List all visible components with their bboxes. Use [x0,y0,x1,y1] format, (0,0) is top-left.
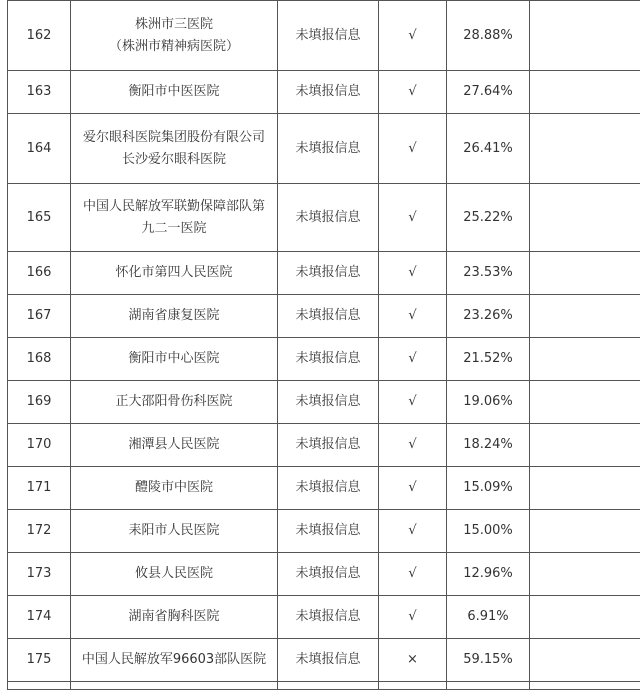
mark-cell: √ [379,553,447,596]
hospital-name-line: 耒阳市人民医院 [77,520,271,542]
hospital-name-line: 湖南省胸科医院 [77,606,271,628]
hospital-name-line: 怀化市第四人民医院 [77,262,271,284]
row-number-cell: 172 [8,510,71,553]
empty-cell [530,338,640,381]
empty-cell [530,1,640,71]
hospital-name-cell [71,1,278,71]
mark-cell: √ [379,295,447,338]
rate-cell: 23.26% [447,295,530,338]
hospital-name-line: 爱尔眼科医院集团股份有限公司 [77,127,271,149]
hospital-name-cell [71,553,278,596]
report-status-cell: 未填报信息 [278,1,379,71]
empty-cell [530,596,640,639]
report-status-cell: 未填报信息 [278,71,379,114]
hospital-name-cell [71,114,278,184]
row-number-cell: 167 [8,295,71,338]
empty-cell [530,114,640,184]
hospital-name-line: 醴陵市中医院 [77,477,271,499]
mark-cell: √ [379,381,447,424]
hospital-name-cell [71,295,278,338]
empty-cell [530,553,640,596]
empty-cell [71,682,278,690]
empty-cell [530,510,640,553]
hospital-name-cell [71,510,278,553]
rate-cell: 12.96% [447,553,530,596]
table-row [8,553,640,596]
hospital-name-line: 湖南省康复医院 [77,305,271,327]
rate-cell: 27.64% [447,71,530,114]
table-row [8,510,640,553]
mark-cell: √ [379,510,447,553]
mark-cell: √ [379,184,447,252]
report-status-cell: 未填报信息 [278,424,379,467]
hospital-name-line: 中国人民解放军96603部队医院 [77,649,271,671]
table-row [8,338,640,381]
table-row [8,596,640,639]
report-status-cell: 未填报信息 [278,381,379,424]
hospital-name-line: 长沙爱尔眼科医院 [77,149,271,171]
row-number-cell: 163 [8,71,71,114]
empty-cell [530,184,640,252]
report-status-cell: 未填报信息 [278,184,379,252]
hospital-name-line: 正大邵阳骨伤科医院 [77,391,271,413]
hospital-name-line: 株洲市三医院 [77,14,271,36]
hospital-table [7,0,640,690]
row-number-cell: 175 [8,639,71,682]
rate-cell: 19.06% [447,381,530,424]
hospital-name-line: 中国人民解放军联勤保障部队第 [77,196,271,218]
report-status-cell: 未填报信息 [278,510,379,553]
empty-cell [530,682,640,690]
empty-cell [530,295,640,338]
hospital-name-cell [71,71,278,114]
table-row [8,467,640,510]
report-status-cell: 未填报信息 [278,553,379,596]
hospital-name-cell [71,424,278,467]
table-body [8,1,640,690]
mark-cell: √ [379,338,447,381]
mark-cell: √ [379,71,447,114]
row-number-cell: 170 [8,424,71,467]
empty-cell [530,381,640,424]
rate-cell: 59.15% [447,639,530,682]
report-status-cell: 未填报信息 [278,467,379,510]
row-number-cell: 168 [8,338,71,381]
empty-cell [278,682,379,690]
table-row [8,639,640,682]
report-status-cell: 未填报信息 [278,252,379,295]
rate-cell: 21.52% [447,338,530,381]
report-status-cell: 未填报信息 [278,338,379,381]
mark-cell: √ [379,252,447,295]
row-number-cell: 165 [8,184,71,252]
report-status-cell: 未填报信息 [278,596,379,639]
hospital-name-cell [71,381,278,424]
hospital-name-cell [71,596,278,639]
report-status-cell: 未填报信息 [278,114,379,184]
empty-cell [530,424,640,467]
hospital-name-line: 攸县人民医院 [77,563,271,585]
table-row [8,252,640,295]
rate-cell: 15.00% [447,510,530,553]
row-number-cell: 166 [8,252,71,295]
row-number-cell: 164 [8,114,71,184]
table-row [8,682,640,690]
hospital-name-cell [71,252,278,295]
rate-cell: 23.53% [447,252,530,295]
hospital-name-line: 衡阳市中心医院 [77,348,271,370]
mark-cell: √ [379,596,447,639]
mark-cell: × [379,639,447,682]
empty-cell [447,682,530,690]
hospital-name-line: 衡阳市中医医院 [77,81,271,103]
table-row [8,114,640,184]
table-row [8,1,640,71]
row-number-cell: 171 [8,467,71,510]
table-row [8,295,640,338]
hospital-name-line: （株洲市精神病医院） [77,36,271,58]
rate-cell: 15.09% [447,467,530,510]
empty-cell [530,467,640,510]
hospital-name-cell [71,467,278,510]
rate-cell: 26.41% [447,114,530,184]
hospital-name-cell [71,338,278,381]
rate-cell: 28.88% [447,1,530,71]
mark-cell: √ [379,1,447,71]
table-row [8,381,640,424]
row-number-cell: 162 [8,1,71,71]
table-row [8,424,640,467]
rate-cell: 6.91% [447,596,530,639]
mark-cell: √ [379,467,447,510]
table-row [8,71,640,114]
empty-cell [379,682,447,690]
row-number-cell: 169 [8,381,71,424]
empty-cell [530,639,640,682]
report-status-cell: 未填报信息 [278,295,379,338]
hospital-name-cell [71,184,278,252]
empty-cell [530,252,640,295]
mark-cell: √ [379,114,447,184]
hospital-name-line: 九二一医院 [77,218,271,240]
rate-cell: 25.22% [447,184,530,252]
empty-cell [8,682,71,690]
mark-cell: √ [379,424,447,467]
table-row [8,184,640,252]
row-number-cell: 173 [8,553,71,596]
rate-cell: 18.24% [447,424,530,467]
hospital-name-line: 湘潭县人民医院 [77,434,271,456]
hospital-name-cell [71,639,278,682]
report-status-cell: 未填报信息 [278,639,379,682]
row-number-cell: 174 [8,596,71,639]
empty-cell [530,71,640,114]
